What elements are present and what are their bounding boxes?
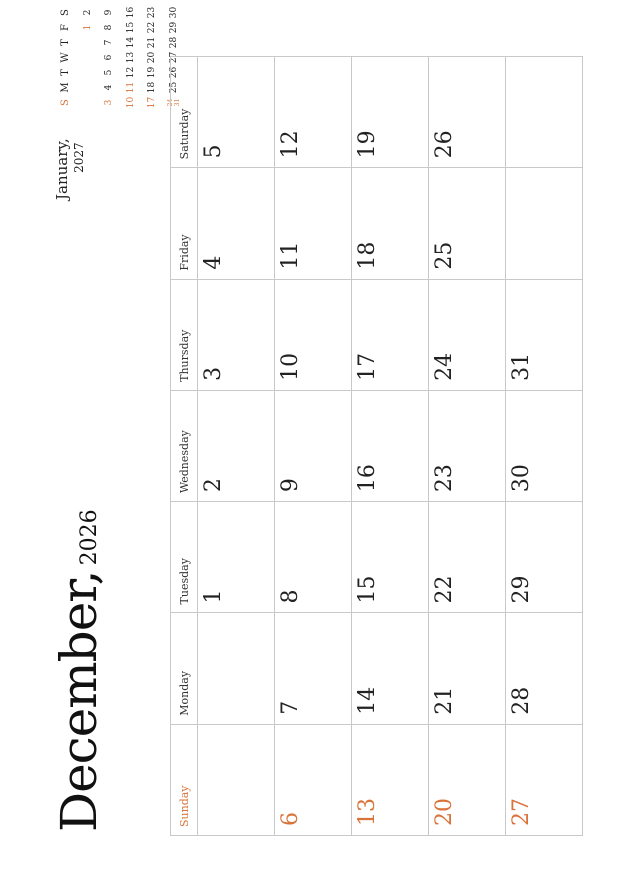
- mini-weekday-header: T: [60, 69, 71, 76]
- day-cell: 10: [275, 279, 352, 390]
- mini-day: 13: [125, 51, 136, 64]
- day-cell: 26: [429, 57, 506, 168]
- weekday-header: Saturday: [171, 57, 198, 168]
- mini-weekday-header: S: [60, 99, 71, 106]
- mini-day: 15: [125, 21, 136, 34]
- day-cell: 13: [352, 724, 429, 835]
- day-cell: 4: [198, 168, 275, 279]
- weekday-header: Tuesday: [171, 502, 198, 613]
- mini-day: 11: [125, 81, 136, 94]
- mini-day: 17: [147, 96, 157, 109]
- mini-day: 12: [125, 66, 136, 79]
- day-cell: 7: [275, 613, 352, 724]
- mini-calendar-year: 2027: [72, 142, 86, 173]
- week-row: [506, 57, 583, 836]
- day-cell: 2: [198, 390, 275, 501]
- weekday-header: Thursday: [171, 279, 198, 390]
- mini-day: [78, 80, 100, 95]
- title-month: December,: [50, 570, 108, 832]
- weekday-header-row: [171, 57, 198, 836]
- empty-day-cell: [198, 613, 275, 724]
- weekday-header: Sunday: [171, 724, 198, 835]
- mini-day: 3: [104, 99, 114, 106]
- mini-day: 22: [147, 21, 157, 34]
- day-cell: 19: [352, 57, 429, 168]
- empty-day-cell: [198, 724, 275, 835]
- mini-day: 6: [104, 54, 114, 61]
- day-cell: 18: [352, 168, 429, 279]
- day-cell: 15: [352, 502, 429, 613]
- empty-day-cell: [506, 168, 583, 279]
- day-cell: 1: [198, 502, 275, 613]
- day-cell: 22: [429, 502, 506, 613]
- day-cell: 14: [352, 613, 429, 724]
- mini-day: 30: [168, 6, 179, 19]
- mini-day: 26: [168, 66, 179, 79]
- mini-day: 29: [168, 21, 179, 34]
- week-row: [352, 57, 429, 836]
- week-row: [429, 57, 506, 836]
- day-cell: 30: [506, 390, 583, 501]
- mini-day: 19: [147, 66, 157, 79]
- mini-day: 2: [82, 9, 93, 16]
- page-title: [50, 509, 108, 832]
- mini-day: 9: [104, 9, 114, 16]
- mini-weekday-header: F: [60, 24, 71, 31]
- week-row: [198, 57, 275, 836]
- title-year: 2026: [77, 509, 102, 566]
- day-cell: 21: [429, 613, 506, 724]
- weekday-header: Wednesday: [171, 390, 198, 501]
- mini-weekday-header: M: [60, 82, 71, 93]
- mini-weekday-header: S: [60, 9, 71, 16]
- mini-weekday-header: W: [60, 52, 71, 63]
- month-grid-body: [198, 57, 583, 836]
- mini-day: 14: [125, 36, 136, 49]
- mini-day: 28: [168, 36, 179, 49]
- mini-day: [78, 95, 100, 110]
- mini-calendar: [52, 2, 181, 202]
- mini-day: [78, 65, 100, 80]
- day-cell: 9: [275, 390, 352, 501]
- mini-calendar-grid: [56, 5, 185, 110]
- mini-day: 25: [168, 81, 179, 94]
- day-cell: 23: [429, 390, 506, 501]
- day-cell: 16: [352, 390, 429, 501]
- day-cell: 28: [506, 613, 583, 724]
- mini-day: 4: [104, 84, 114, 91]
- empty-day-cell: [506, 57, 583, 168]
- mini-day: 10: [125, 96, 136, 109]
- mini-day: 8: [104, 24, 114, 31]
- mini-day: 1: [82, 24, 93, 31]
- day-cell: 5: [198, 57, 275, 168]
- mini-day-stacked-top: 24: [166, 98, 174, 107]
- mini-day: 23: [147, 6, 157, 19]
- day-cell: 8: [275, 502, 352, 613]
- mini-day: 5: [104, 69, 114, 76]
- day-cell: 17: [352, 279, 429, 390]
- day-cell: 12: [275, 57, 352, 168]
- mini-calendar-month: January,: [53, 138, 71, 200]
- mini-day: 7: [104, 39, 114, 46]
- day-cell: 24: [429, 279, 506, 390]
- mini-day: 18: [147, 81, 157, 94]
- day-cell: 6: [275, 724, 352, 835]
- day-cell: 27: [506, 724, 583, 835]
- mini-day: 21: [147, 36, 157, 49]
- mini-day: [78, 35, 100, 50]
- weekday-header: Friday: [171, 168, 198, 279]
- mini-day: 16: [125, 6, 136, 19]
- day-cell: 11: [275, 168, 352, 279]
- week-row: [275, 57, 352, 836]
- mini-calendar-title: [54, 138, 88, 200]
- day-cell: 20: [429, 724, 506, 835]
- weekday-header: Monday: [171, 613, 198, 724]
- mini-day: [78, 50, 100, 65]
- day-cell: 25: [429, 168, 506, 279]
- mini-day: 20: [147, 51, 157, 64]
- month-grid: [170, 56, 583, 836]
- mini-weekday-header: T: [60, 39, 71, 46]
- mini-day: 27: [168, 51, 179, 64]
- day-cell: 31: [506, 279, 583, 390]
- day-cell: 29: [506, 502, 583, 613]
- mini-day-stacked-bottom: 31: [173, 98, 181, 107]
- day-cell: 3: [198, 279, 275, 390]
